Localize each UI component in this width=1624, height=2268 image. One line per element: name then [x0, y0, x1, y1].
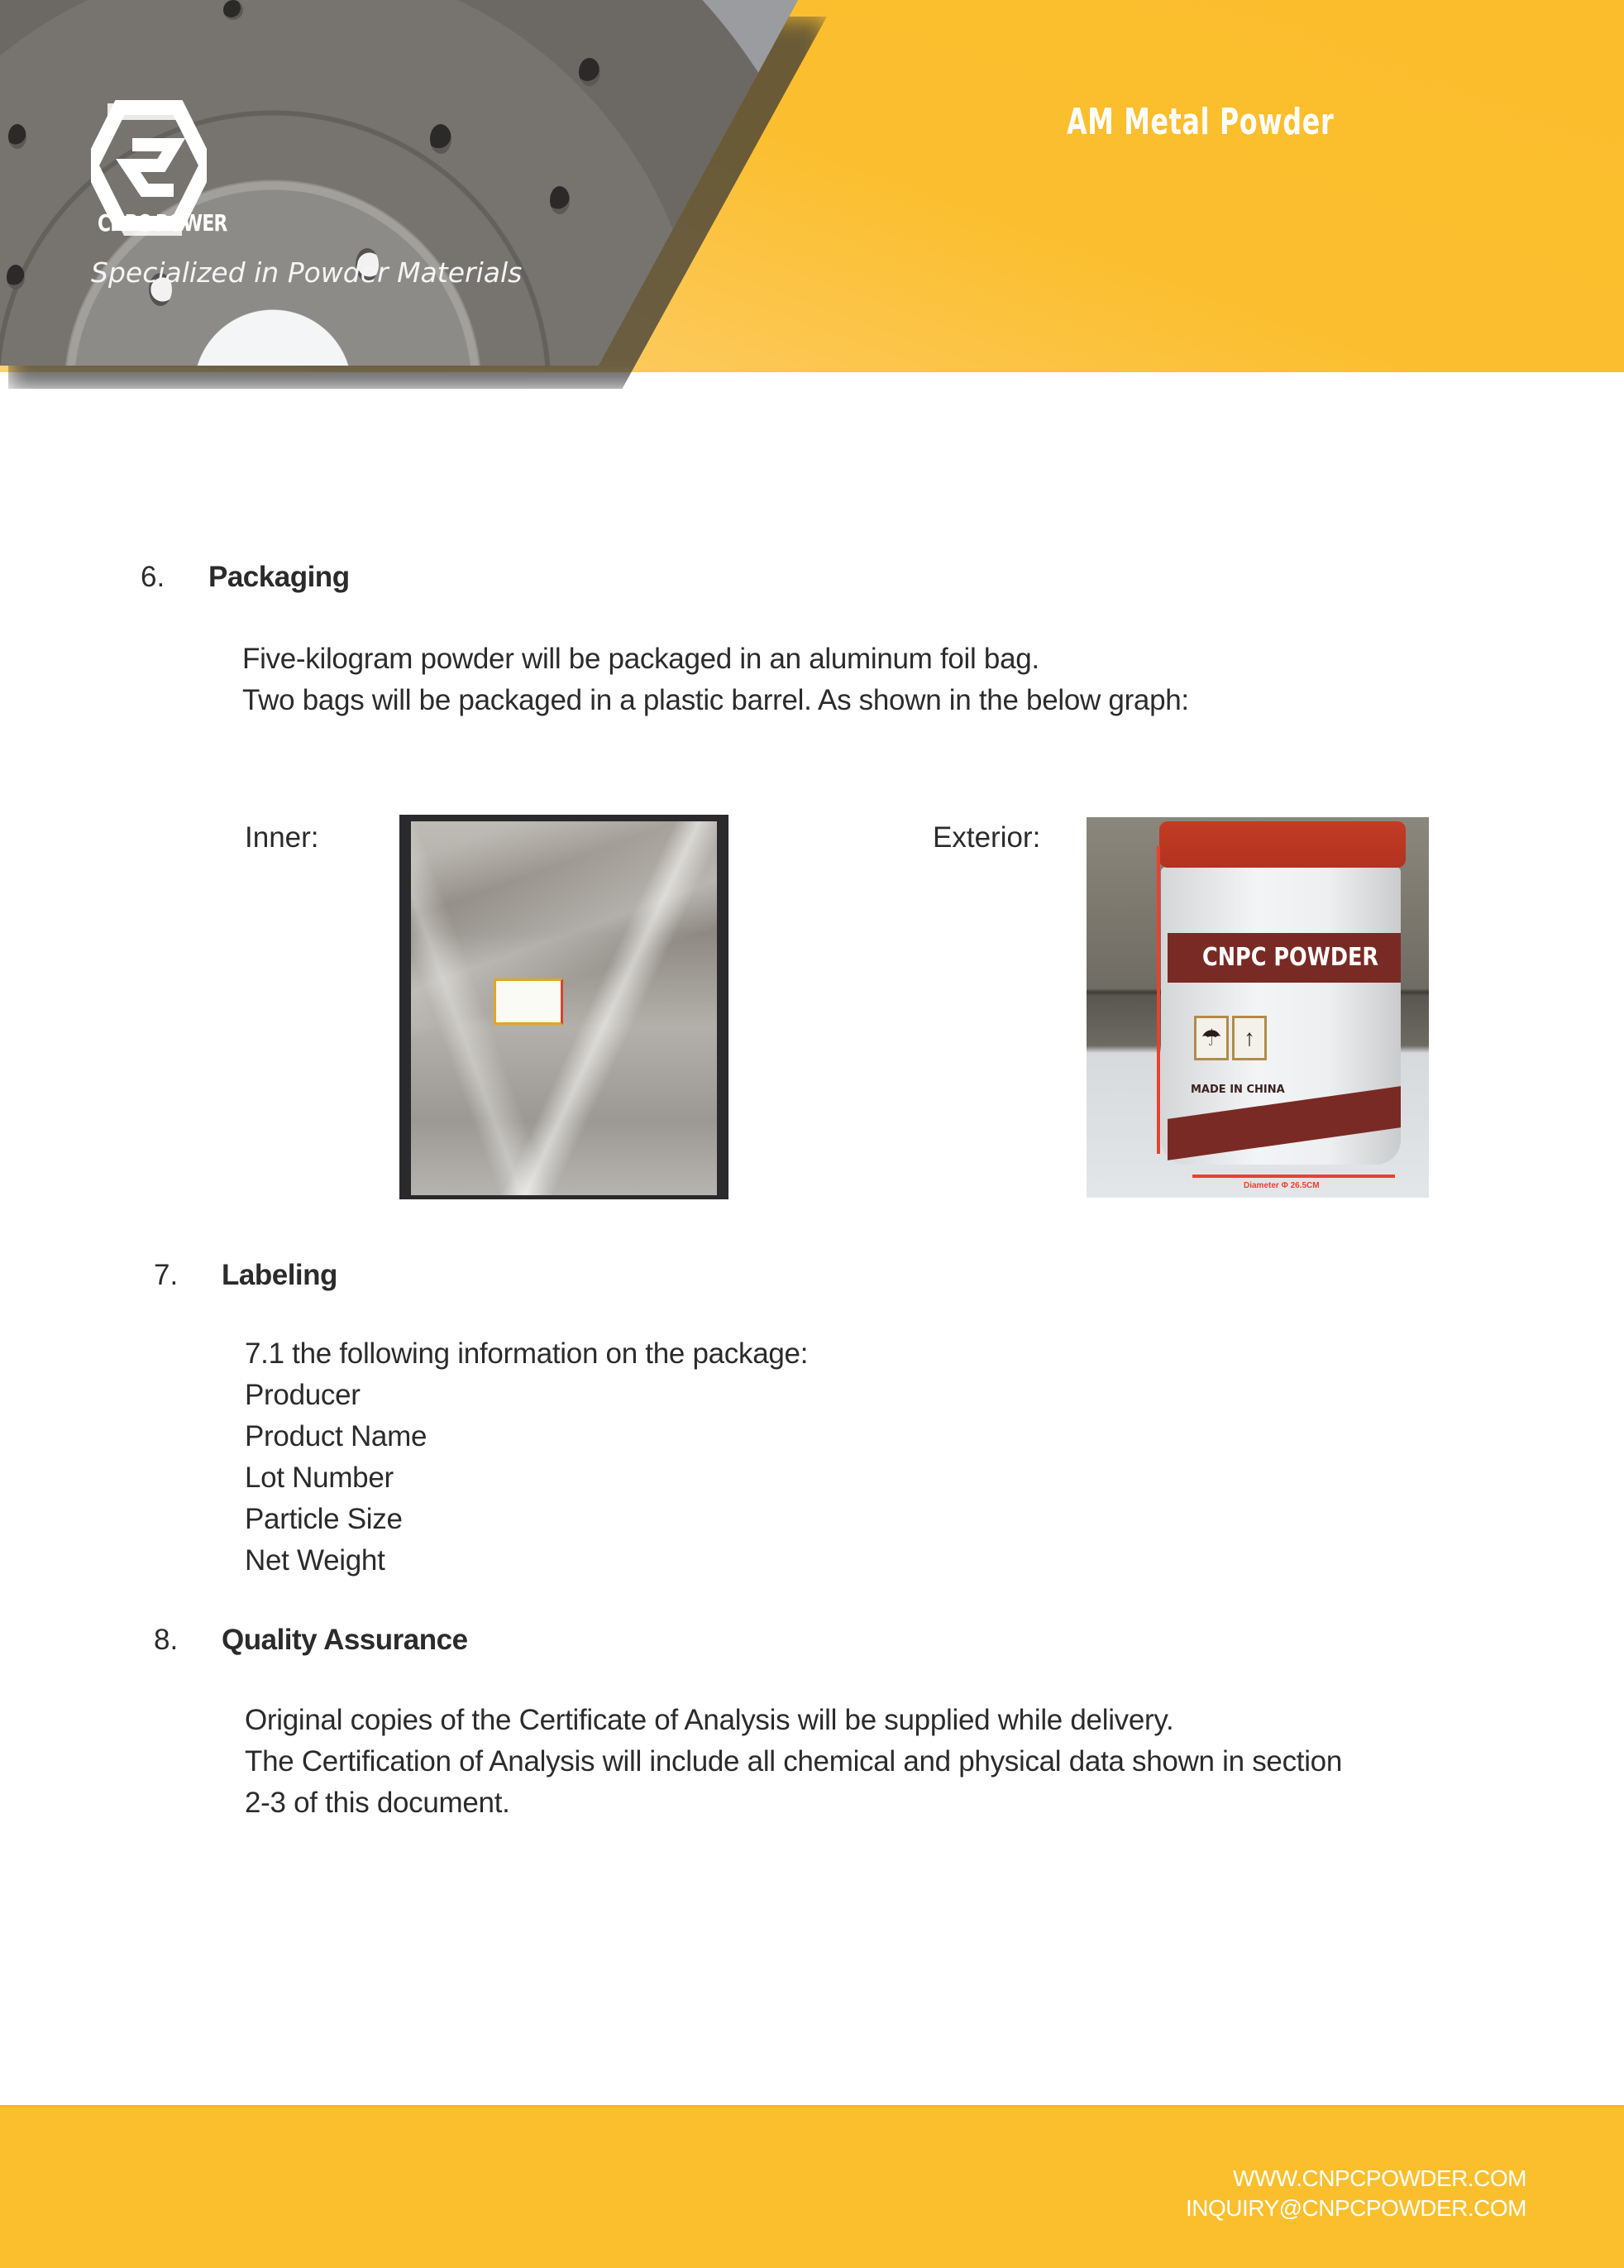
quality-assurance-text — [245, 1700, 1342, 1824]
text-line: Five-kilogram powder will be packaged in an aluminum foil bag. — [242, 643, 1039, 675]
barrel-made-in: MADE IN CHINA — [1191, 1084, 1285, 1096]
inner-label: Inner: — [245, 821, 319, 854]
disc-hole — [8, 124, 26, 149]
section-title-labeling: Labeling — [222, 1259, 337, 1291]
foil-bag — [411, 821, 717, 1195]
section-title-quality-assurance: Quality Assurance — [222, 1624, 468, 1656]
label-item: Producer — [245, 1379, 361, 1411]
text-line: The Certification of Analysis will include all chemical and physical data shown in section — [245, 1745, 1343, 1778]
barrel-brand-text: CNPC POWDER — [1202, 943, 1379, 972]
document-title: AM Metal Powder — [1067, 101, 1335, 143]
disc-hole — [579, 58, 600, 86]
labeling-text — [245, 1333, 808, 1581]
bag-product-label — [494, 978, 563, 1025]
label-item: Lot Number — [245, 1462, 394, 1494]
brand-tagline: Specialized in Powder Materials — [91, 256, 523, 289]
label-item: Product Name — [245, 1420, 427, 1452]
barrel-lid — [1159, 821, 1406, 868]
section-title-packaging: Packaging — [208, 561, 350, 593]
brand-name: CNPC POWER — [98, 209, 227, 237]
text-line: Two bags will be packaged in a plastic barrel. As shown in the below graph: — [242, 684, 1189, 716]
section-number: 6. — [141, 561, 165, 593]
page-footer — [0, 2105, 1624, 2268]
exterior-barrel-photo — [1087, 817, 1429, 1198]
footer-contact — [1186, 2164, 1526, 2223]
disc-hole — [430, 124, 451, 154]
section-number: 7. — [154, 1259, 179, 1291]
keep-dry-icon: ☂ — [1194, 1016, 1229, 1060]
text-line: 2-3 of this document. — [245, 1787, 510, 1819]
disc-hole — [7, 265, 25, 289]
email-link[interactable]: INQUIRY@CNPCPOWDER.COM — [1185, 2195, 1526, 2221]
disc-hole — [223, 0, 243, 20]
website-link[interactable]: WWW.CNPCPOWDER.COM — [1233, 2165, 1526, 2191]
diameter-dimension-text: Diameter Φ 26.5CM — [1244, 1181, 1320, 1190]
labeling-intro: 7.1 the following information on the package: — [245, 1337, 809, 1370]
packaging-text — [242, 639, 1189, 721]
diameter-dimension-line — [1192, 1175, 1395, 1178]
label-item: Particle Size — [245, 1503, 403, 1535]
inner-bag-photo — [399, 815, 728, 1199]
exterior-label: Exterior: — [933, 821, 1041, 854]
label-item: Net Weight — [245, 1544, 385, 1577]
text-line: Original copies of the Certificate of Analysis will be supplied while delivery. — [245, 1704, 1174, 1736]
this-side-up-icon: ↑ — [1232, 1016, 1267, 1060]
height-dimension-line — [1157, 846, 1160, 1154]
page-header — [0, 0, 1624, 372]
disc-hole — [550, 186, 570, 214]
section-number: 8. — [154, 1624, 179, 1656]
